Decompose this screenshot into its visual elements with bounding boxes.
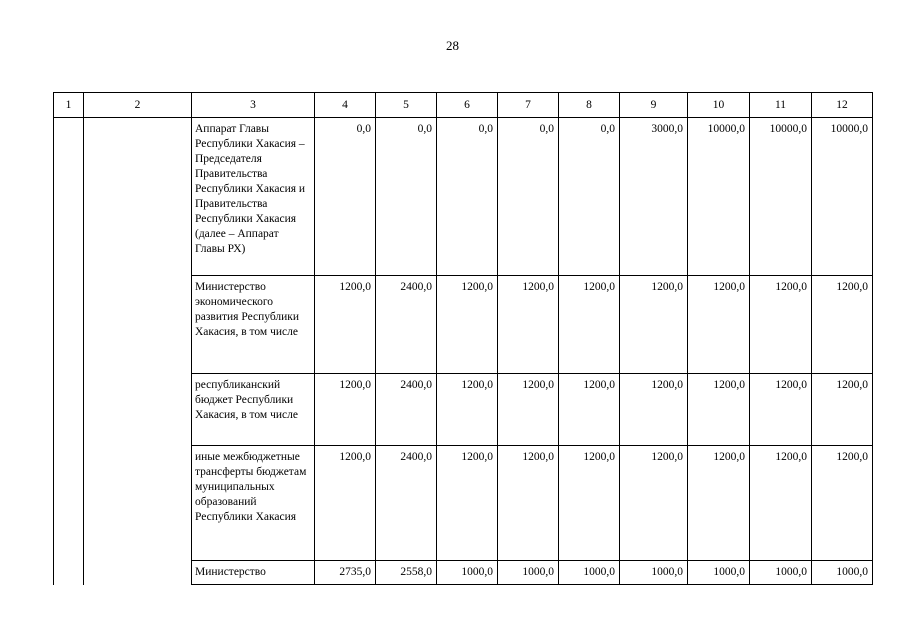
header-cell: 3 [192, 93, 315, 118]
value-cell: 1000,0 [620, 561, 688, 585]
value-cell: 2558,0 [376, 561, 437, 585]
value-cell: 1000,0 [559, 561, 620, 585]
value-cell: 1200,0 [498, 276, 559, 374]
value-cell: 1200,0 [559, 446, 620, 561]
value-cell: 0,0 [315, 118, 376, 276]
value-cell: 1200,0 [750, 446, 812, 561]
value-cell: 1200,0 [750, 374, 812, 446]
value-cell: 1000,0 [750, 561, 812, 585]
row-name: Министерство экономического развития Республики Хакасия, в том числе [192, 276, 315, 374]
value-cell: 2400,0 [376, 276, 437, 374]
header-cell: 6 [437, 93, 498, 118]
value-cell: 1000,0 [688, 561, 750, 585]
budget-table [53, 92, 873, 585]
row-name: Министерство [192, 561, 315, 585]
header-cell: 2 [84, 93, 192, 118]
header-cell: 1 [54, 93, 84, 118]
value-cell: 2400,0 [376, 374, 437, 446]
row-name: республиканский бюджет Республики Хакасия, в том числе [192, 374, 315, 446]
value-cell: 0,0 [376, 118, 437, 276]
value-cell: 1200,0 [620, 276, 688, 374]
value-cell: 1200,0 [812, 374, 873, 446]
value-cell: 1200,0 [688, 276, 750, 374]
value-cell: 1200,0 [315, 446, 376, 561]
value-cell: 1200,0 [559, 276, 620, 374]
value-cell: 0,0 [559, 118, 620, 276]
row-name: Аппарат Главы Республики Хакасия – Председателя Правительства Республики Хакасия и Правительства Республики Хакасия (далее – Аппарат Главы РХ) [192, 118, 315, 276]
table-row [54, 118, 873, 276]
value-cell: 0,0 [498, 118, 559, 276]
value-cell: 2735,0 [315, 561, 376, 585]
header-cell: 10 [688, 93, 750, 118]
value-cell: 1200,0 [620, 446, 688, 561]
value-cell: 1200,0 [750, 276, 812, 374]
table-header-row [54, 93, 873, 118]
header-cell: 11 [750, 93, 812, 118]
value-cell: 1200,0 [688, 374, 750, 446]
value-cell: 3000,0 [620, 118, 688, 276]
value-cell: 1200,0 [812, 446, 873, 561]
row-name: иные межбюджетные трансферты бюджетам муниципальных образований Республики Хакасия [192, 446, 315, 561]
value-cell: 1200,0 [498, 374, 559, 446]
value-cell: 1200,0 [437, 374, 498, 446]
header-cell: 8 [559, 93, 620, 118]
page-number: 28 [446, 38, 459, 53]
header-cell: 9 [620, 93, 688, 118]
header-cell: 7 [498, 93, 559, 118]
value-cell: 10000,0 [812, 118, 873, 276]
column-2-cell [84, 118, 192, 585]
value-cell: 0,0 [437, 118, 498, 276]
value-cell: 1000,0 [437, 561, 498, 585]
column-1-cell [54, 118, 84, 585]
header-cell: 5 [376, 93, 437, 118]
value-cell: 1200,0 [620, 374, 688, 446]
value-cell: 1200,0 [315, 276, 376, 374]
value-cell: 1000,0 [498, 561, 559, 585]
value-cell: 1200,0 [559, 374, 620, 446]
value-cell: 10000,0 [688, 118, 750, 276]
value-cell: 1200,0 [437, 276, 498, 374]
value-cell: 1200,0 [812, 276, 873, 374]
value-cell: 10000,0 [750, 118, 812, 276]
value-cell: 1000,0 [812, 561, 873, 585]
value-cell: 2400,0 [376, 446, 437, 561]
value-cell: 1200,0 [315, 374, 376, 446]
value-cell: 1200,0 [437, 446, 498, 561]
value-cell: 1200,0 [498, 446, 559, 561]
header-cell: 4 [315, 93, 376, 118]
header-cell: 12 [812, 93, 873, 118]
value-cell: 1200,0 [688, 446, 750, 561]
